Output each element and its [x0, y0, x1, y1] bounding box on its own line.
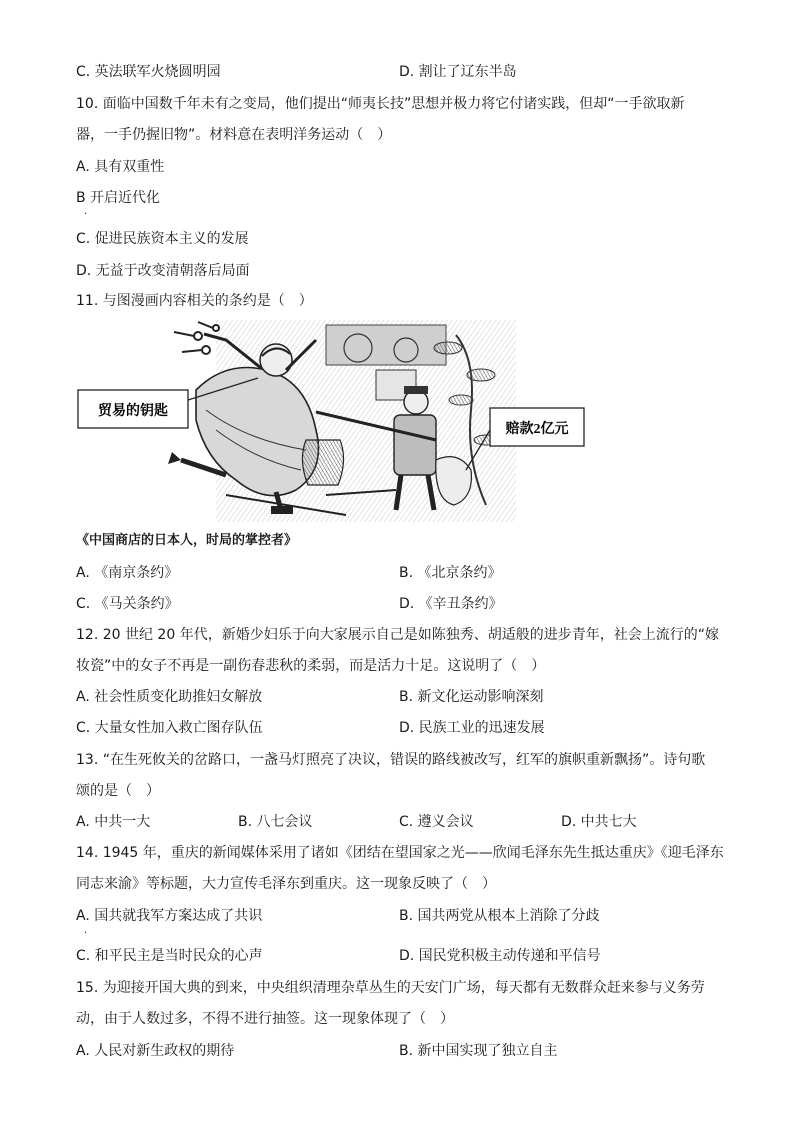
q11-option-b: B. 《北京条约》	[399, 565, 502, 581]
q14-stem-line1: 14. 1945 年，重庆的新闻媒体采用了诸如《团结在望国家之光——欣闻毛泽东先生抵达重庆》《迎毛泽东	[76, 845, 724, 861]
q12-option-c: C. 大量女性加入救亡图存队伍	[76, 720, 263, 736]
q15-stem-line1: 15. 为迎接开国大典的到来，中央组织清理杂草丛生的天安门广场，每天都有无数群众赶来参与义务劳	[76, 980, 705, 996]
q9-option-c: C. 英法联军火烧圆明园	[76, 64, 221, 80]
q12-option-a: A. 社会性质变化助推妇女解放	[76, 689, 263, 705]
q15-option-b: B. 新中国实现了独立自主	[399, 1043, 558, 1059]
q12-stem-line1: 12. 20 世纪 20 年代，新婚少妇乐于向大家展示自己是如陈独秀、胡适般的进步青年，社会上流行的“嫁	[76, 627, 719, 643]
q13-stem-line1: 13. “在生死攸关的岔路口，一盏马灯照亮了决议，错误的路线被改写，红军的旗帜重新飘扬”。诗句歌	[76, 752, 706, 768]
q14-option-c: C. 和平民主是当时民众的心声	[76, 948, 263, 964]
q14-stem-line2: 同志来渝》等标题，大力宣传毛泽东到重庆。这一现象反映了（ ）	[76, 876, 496, 892]
q11-option-d: D. 《辛丑条约》	[399, 596, 503, 612]
q13-option-d: D. 中共七大	[561, 814, 637, 830]
q15-stem-line2: 动，由于人数过多，不得不进行抽签。这一现象体现了（ ）	[76, 1011, 454, 1027]
q10-option-b: B 开启近代化	[76, 190, 161, 206]
q12-stem-line2: 妆瓷”中的女子不再是一副伤春悲秋的柔弱，而是活力十足。这说明了（ ）	[76, 658, 546, 674]
q10-option-c: C. 促进民族资本主义的发展	[76, 231, 249, 247]
q12-option-d: D. 民族工业的迅速发展	[399, 720, 545, 736]
q13-stem-line2: 颂的是（ ）	[76, 783, 160, 799]
cartoon-caption: 《中国商店的日本人，时局的掌控者》	[76, 533, 298, 548]
q13-option-b: B. 八七会议	[238, 814, 313, 830]
q9-option-d: D. 割让了辽东半岛	[399, 64, 517, 80]
q14-option-d: D. 国民党积极主动传递和平信号	[399, 948, 601, 964]
cartoon-label-left: 贸易的钥匙	[98, 404, 168, 419]
cartoon-label-right: 赔款2亿元	[505, 422, 569, 437]
stray-dot: .	[84, 925, 88, 936]
q14-option-a: A. 国共就我军方案达成了共识	[76, 908, 263, 924]
q11-stem: 11. 与图漫画内容相关的条约是（ ）	[76, 293, 313, 309]
q10-stem-line1: 10. 面临中国数千年未有之变局，他们提出“师夷长技”思想并极力将它付诸实践，但却“一手欲取新	[76, 96, 685, 112]
q13-option-c: C. 遵义会议	[399, 814, 474, 830]
q10-option-a: A. 具有双重性	[76, 159, 165, 175]
q14-option-b: B. 国共两党从根本上消除了分歧	[399, 908, 600, 924]
q11-option-c: C. 《马关条约》	[76, 596, 179, 612]
q10-stem-line2: 器，一手仍握旧物”。材料意在表明洋务运动（ ）	[76, 127, 392, 143]
q13-option-a: A. 中共一大	[76, 814, 151, 830]
stray-dot: .	[84, 206, 88, 217]
q11-option-a: A. 《南京条约》	[76, 565, 179, 581]
q12-option-b: B. 新文化运动影响深刻	[399, 689, 544, 705]
cartoon-image	[76, 320, 606, 522]
q10-option-d: D. 无益于改变清朝落后局面	[76, 263, 250, 279]
q15-option-a: A. 人民对新生政权的期待	[76, 1043, 235, 1059]
